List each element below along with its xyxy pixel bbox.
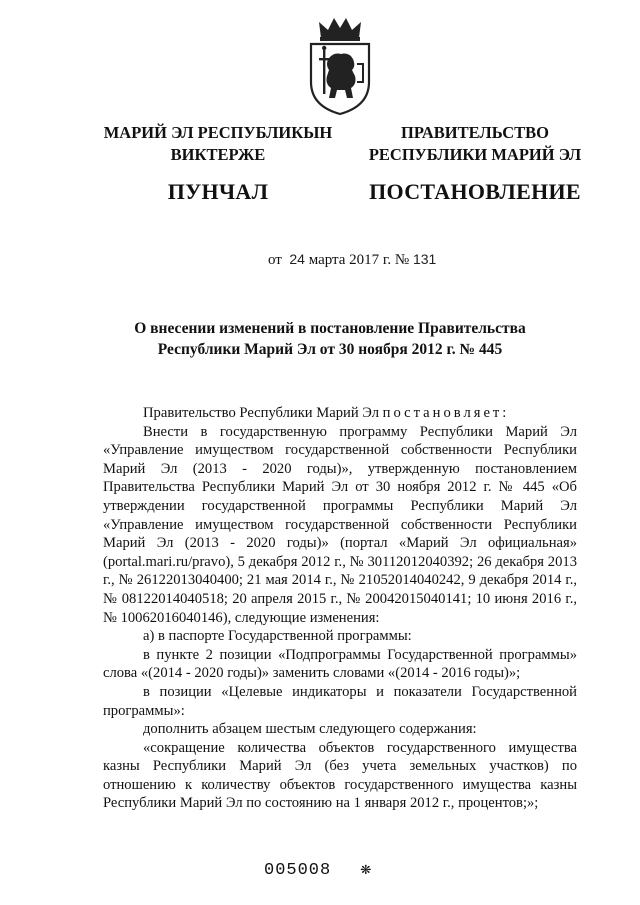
coat-of-arms-icon — [301, 12, 379, 116]
header-left-line2: ВИКТЕРЖЕ — [170, 145, 266, 164]
subject-line2: Республики Марий Эл от 30 ноября 2012 г. № 445 — [157, 341, 503, 358]
body-paragraph-4: в пункте 2 позиции «Подпрограммы Государственной программы» слова «(2014 - 2020 годы)» заменить словами «(2014 - 2016 годы)»; — [103, 646, 577, 682]
date-number-line — [268, 251, 436, 269]
body-paragraph-6: дополнить абзацем шестым следующего содержания: — [143, 721, 477, 738]
date-from: от — [268, 252, 282, 268]
body-p1-spaced: постановляет: — [382, 405, 510, 421]
document-body — [103, 404, 577, 813]
body-paragraph-5: в позиции «Целевые индикаторы и показатели Государственной программы»: — [103, 683, 577, 719]
subject-line1: О внесении изменений в постановление Правительства — [134, 320, 526, 337]
header-left-doc-type: ПУНЧАЛ — [167, 179, 269, 204]
body-paragraph-2: Внести в государственную программу Республики Марий Эл «Управление имуществом государственной собственности Республики Марий Эл (2013 - 2020 годы)», утвержденную постановлением Правительства Республики Марий Эл от 30 ноября 2012 г. № 445 «Об утверждении государственной программы Республики Марий Эл «Управление имуществом государственной собственности Республики Марий Эл (2013 - 2020 годы)» (портал «Марий Эл официальная» (portal.mari.ru/pravo), 5 декабря 2012 г., № 30112012040392; 26 декабря 2013 г., № 26122013040400; 21 мая 2014 г., № 21052014040242, 9 декабря 2014 г., № 08122014040518; 20 апреля 2015 г., № 20042015040141; 10 июня 2016 г., № 10062016040146), следующие изменения: — [103, 423, 577, 626]
body-p1-prefix: Правительство Республики Марий Эл — [143, 405, 380, 421]
date-day: 24 — [289, 251, 305, 267]
header-right-line1: ПРАВИТЕЛЬСТВО — [401, 123, 549, 142]
header-right — [360, 122, 590, 203]
body-paragraph-7: «сокращение количества объектов государственного имущества казны Республики Марий Эл (без учета земельных участков) по отношению к количеству объектов государственного имущества казны Республики Марий Эл по состоянию на 1 января 2012 г., процентов;»; — [103, 739, 577, 812]
date-rest: марта 2017 г. № — [308, 252, 410, 268]
document-number: 131 — [412, 251, 437, 267]
serial-code: 005008 — [264, 861, 332, 880]
document-subject — [120, 318, 540, 360]
body-paragraph-1 — [103, 404, 577, 423]
header-right-line2: РЕСПУБЛИКИ МАРИЙ ЭЛ — [368, 145, 582, 164]
serial-stamp — [264, 858, 372, 880]
header-left-line1: МАРИЙ ЭЛ РЕСПУБЛИКЫН — [103, 123, 333, 142]
stamp-mark-icon: ❋ — [360, 860, 373, 880]
header-left — [95, 122, 341, 203]
body-paragraph-3: а) в паспорте Государственной программы: — [143, 628, 412, 645]
header-right-doc-type: ПОСТАНОВЛЕНИЕ — [369, 179, 581, 204]
